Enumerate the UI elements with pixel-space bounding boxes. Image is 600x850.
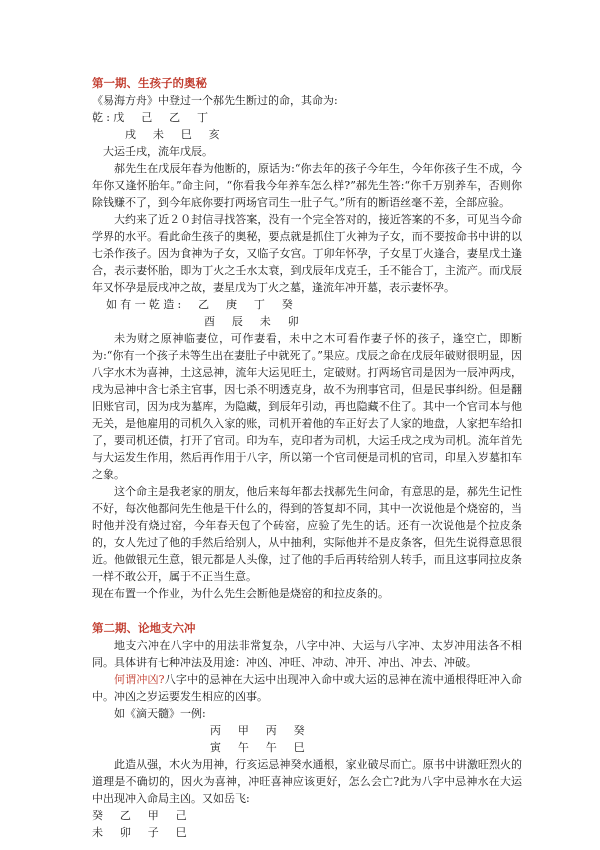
bazi-chart3-stems: 丙 甲 丙 癸 <box>210 724 308 737</box>
example-intro: 如《滴天髓》一例: <box>114 707 206 720</box>
bazi-chart4-branches: 未 卯 子 巳 <box>92 826 190 839</box>
bazi-chart1-branches: 戌 未 巳 亥 <box>125 128 223 141</box>
question-label: 何谓冲凶? <box>114 673 165 686</box>
homework-text: 现在布置一个作业，为什么先生会断他是烧窑的和拉皮条的。 <box>92 587 389 600</box>
section1-paragraph-4: 这个命主是我老家的朋友，他后来每年都去找郝先生问命，有意思的是，郝先生记性不好，每次他都问先生他是干什么的，得到的答复却不同，其中一次说他是个烧窑的，当时他并没有烧过窑，今年春天包了个砖窑，应验了先生的话。还有一次说他是个拉皮条的，女人先过了他的手然后给别人，从中抽利，实际他并不是皮条客，但先生说得意思很近。他做银元生意，银元都是人头像，过了他的手后再转给别人转手，而且这事同拉皮条一样不敢公开，属于不正当生意。 <box>92 485 522 583</box>
section2-title: 第二期、论地支六冲 <box>92 621 196 635</box>
section1-paragraph-2: 大约来了近２０封信寻找答案，没有一个完全答对的，接近答案的不多，可见当今命学界的水平。看此命生孩子的奥秘，要点就是抓住丁火神为子女，而不要按命书中讲的以七杀作孩子。因为食神为子女，又临子女宫。丁卯年怀孕，子女星丁火逢合，妻星戊土逢合，表示妻怀胎，即为丁火之壬水太衰，到戊辰年戊克壬，壬不能合丁，主流产。而戊辰年又怀孕是辰戌冲之故，妻星戊为丁火之墓，逢流年冲开墓，表示妻怀孕。 <box>92 213 522 294</box>
section2-paragraph-1: 地支六冲在八字中的用法非常复杂，八字中冲、大运与八字冲、太岁冲用法各不相同。具体讲有七种冲法及用途：冲凶、冲旺、冲动、冲开、冲出、冲去、冲破。 <box>92 639 522 669</box>
section1-intro: 《易海方舟》中登过一个郝先生断过的命，其命为: <box>92 94 338 107</box>
bazi-chart4-stems: 癸 乙 甲 己 <box>92 809 190 822</box>
question-text: 八字中的忌神在大运中出现冲入命中或大运的忌神在流中通根得旺冲入命中。冲凶之岁运要发生相应的凶事。 <box>92 673 522 703</box>
bazi-chart1-stems: 乾:戊 己 乙 丁 <box>92 111 212 124</box>
section1-paragraph-3: 未为财之原神临妻位，可作妻看，未中之木可看作妻子怀的孩子，逢空亡，即断为:“你有一个孩子未等生出在妻肚子中就死了。”果应。戊辰之命在戊辰年破财很明显，因八字水木为喜神，土这忌神，流年大运见旺土，定破财。打两场官司是因为一辰冲两戌，戌为忌神中含七杀主官事，因七杀不明透克身，故不为刑事官司，但是民事纠纷。但是翻旧账官司，因为戌为墓库，为隐藏，到辰年引动，再也隐藏不住了。其中一个官司本与他无关，是他雇用的司机久入家的账，司机开着他的车正好去了人家的地盘，人家把车给扣了，要司机还债，打开了官司。印为车，克印者为司机，大运壬戌之戌为司机。流年首先与大运发生作用，然后再作用于八字，所以第一个官司便是司机的官司，印星入岁墓扣车之象。 <box>92 332 522 481</box>
bazi-chart2-branches: 酉 辰 未 卯 <box>204 315 302 328</box>
section2-paragraph-2: 此造从强，木火为用神，行亥运忌神癸水通根，家业破尽而亡。原书中讲激旺烈火的道理是不确切的，因火为喜神，冲旺喜神应该更好，怎么会亡?此为八字中忌神水在大运中出现冲入命局主凶。又如岳飞: <box>92 758 522 805</box>
section1-title: 第一期、生孩子的奥秘 <box>92 76 207 90</box>
bazi-chart3-branches: 寅 午 午 巳 <box>210 741 308 754</box>
section1-paragraph-1: 郝先生在戊辰年春为他断的，原话为:“你去年的孩子今年生，今年你孩子生不成，今年你又逢怀胎年。”命主问，“你看我今年养车怎么样?”郝先生答:“你千万别养车，否则你除钱赚不了，到今年底你要打两场官司生一肚子气。”所有的断语丝毫不差，全部应验。 <box>92 162 522 209</box>
luck-period-text: 大运壬戌，流年戊辰。 <box>103 145 213 158</box>
section-gap <box>92 602 522 619</box>
bazi-chart2-stems: 如有一乾造: 乙 庚 丁 癸 <box>106 298 297 311</box>
section2-question <box>92 671 522 705</box>
